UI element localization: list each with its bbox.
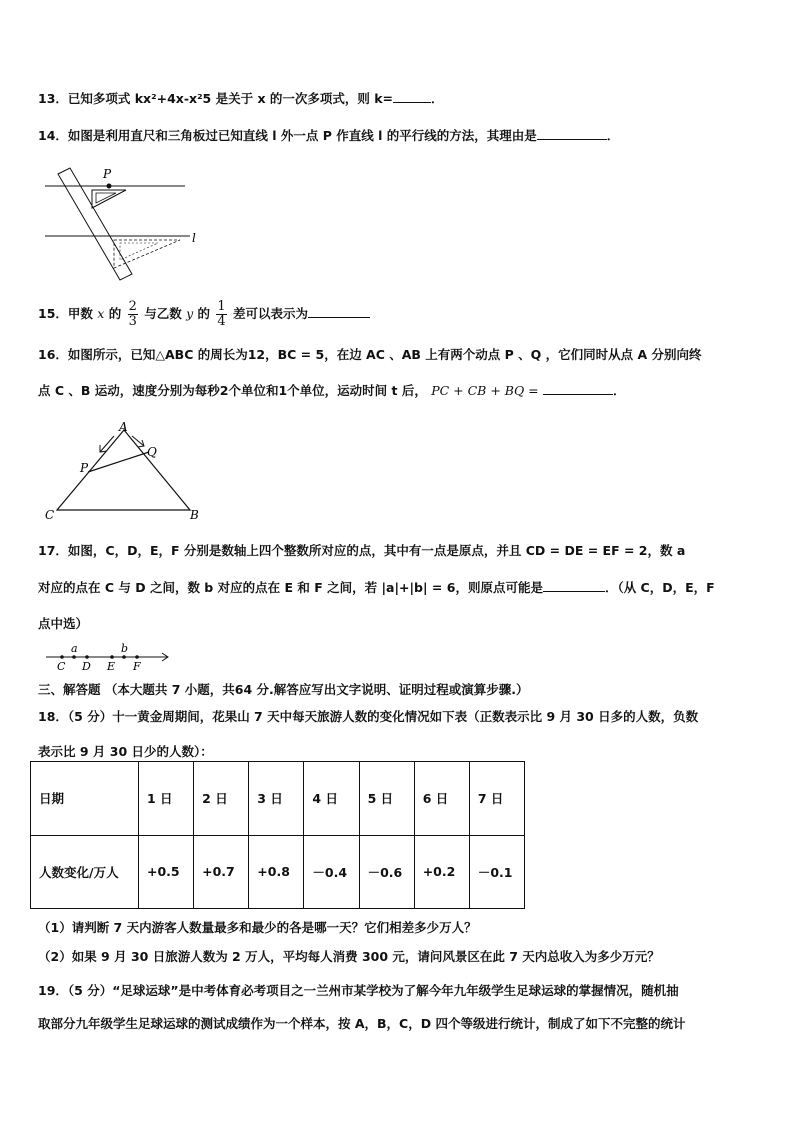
question-19-line-1: 19．（5 分）“足球运球”是中考体育必考项目之一兰州市某学校为了解今年九年级学生足球运球的掌握情况，随机抽 (38, 983, 679, 998)
question-15-part: 15．甲数 (38, 306, 93, 321)
table-cell: 1 日 (139, 762, 194, 836)
question-17-line-1: 17．如图，C，D，E，F 分别是数轴上四个整数所对应的点，其中有一点是原点，并且 CD = DE = EF = 2，数 a (38, 543, 686, 558)
point-c-label: C (57, 660, 66, 672)
table-cell: －0.1 (469, 835, 524, 909)
question-17-line-2 (38, 578, 715, 596)
table-cell: －0.4 (304, 835, 359, 909)
expression: PC + CB + BQ = (431, 383, 539, 398)
question-16-text: 点 C 、B 运动，速度分别为每秒2个单位和1个单位，运动时间 t 后， (38, 383, 427, 398)
line-l-label: l (192, 231, 196, 245)
point-p-label: P (80, 461, 89, 475)
variable-x: x (97, 306, 105, 321)
question-18-line-2: 表示比 9 月 30 日少的人数）： (38, 744, 213, 759)
vertex-b-label: B (190, 508, 199, 522)
table-cell: 2 日 (194, 762, 249, 836)
answer-blank (537, 127, 607, 140)
question-14-end: ． (606, 128, 620, 143)
fraction-two-thirds: $\frac{2}{3}$ (128, 299, 137, 329)
fraction-one-quarter: $\frac{1}{4}$ (217, 299, 226, 329)
question-15 (38, 300, 370, 329)
vertex-c-label: C (45, 508, 55, 522)
answer-blank (543, 382, 613, 395)
question-16-end: ． (613, 383, 626, 398)
table-cell: 3 日 (249, 762, 304, 836)
point-p-label: P (103, 167, 112, 181)
table-cell: 4 日 (304, 762, 359, 836)
table-header-row (31, 762, 525, 836)
table-row (31, 835, 525, 909)
table-cell: 5 日 (359, 762, 414, 836)
question-14-text: 14．如图是利用直尺和三角板过已知直线 l 外一点 P 作直线 l 的平行线的方法，其理由是 (38, 128, 537, 143)
question-15-part: 差可以表示为 (233, 306, 309, 321)
question-13 (38, 89, 444, 107)
variable-y: y (186, 306, 194, 321)
answer-blank (308, 305, 370, 318)
point-d-label: D (82, 660, 91, 672)
question-18-sub-1: （1）请判断 7 天内游客人数量最多和最少的各是哪一天？它们相差多少万人？ (38, 920, 477, 935)
table-cell: +0.5 (139, 835, 194, 909)
question-16-line-1: 16．如图所示，已知△ABC 的周长为12，BC = 5，在边 AC 、AB 上有两个动点 P 、Q ，它们同时从点 A 分别向终 (38, 347, 702, 362)
point-a-label: a (71, 642, 78, 655)
question-18-sub-2: （2）如果 9 月 30 日旅游人数为 2 万人，平均每人消费 300 元，请问风景区在此 7 天内总收入为多少万元？ (38, 949, 660, 964)
answer-blank (543, 579, 605, 592)
answer-blank (393, 90, 431, 103)
table-cell: 人数变化/万人 (31, 835, 139, 909)
table-cell: 7 日 (469, 762, 524, 836)
visitor-change-table (30, 761, 525, 909)
point-q-label: Q (147, 445, 157, 459)
point-e-label: E (107, 660, 116, 672)
point-f-label: F (133, 660, 141, 672)
question-17-text: ．（从 C，D，E，F (604, 580, 715, 595)
table-cell: 6 日 (414, 762, 469, 836)
question-17-text: 对应的点在 C 与 D 之间，数 b 对应的点在 E 和 F 之间，若 |a|+|b| = 6，则原点可能是 (38, 580, 543, 595)
table-cell: +0.8 (249, 835, 304, 909)
question-17-line-3: 点中选） (38, 616, 89, 631)
q16-triangle-figure (40, 420, 210, 522)
question-16-line-2 (38, 381, 626, 399)
table-cell: 日期 (31, 762, 139, 836)
table-cell: +0.2 (414, 835, 469, 909)
question-13-text: 13．已知多项式 kx²+4x-x²5 是关于 x 的一次多项式，则 k= (38, 91, 394, 106)
table-cell: +0.7 (194, 835, 249, 909)
question-18-line-1: 18．（5 分）十一黄金周期间，花果山 7 天中每天旅游人数的变化情况如下表（正数表示比 9 月 30 日多的人数，负数 (38, 709, 699, 724)
q14-ruler-triangle-figure (40, 162, 210, 288)
question-13-end: ． (431, 91, 444, 106)
question-15-part: 的 (108, 306, 122, 321)
q17-number-line-figure (40, 638, 180, 672)
vertex-a-label: A (119, 420, 128, 434)
question-15-part: 的 (197, 306, 211, 321)
section-3-heading: 三、解答题 （本大题共 7 小题，共64 分.解答应写出文字说明、证明过程或演算步骤.） (38, 682, 529, 697)
question-19-line-2: 取部分九年级学生足球运球的测试成绩作为一个样本，按 A，B，C，D 四个等级进行统计，制成了如下不完整的统计 (38, 1016, 686, 1031)
question-15-part: 与乙数 (144, 306, 182, 321)
point-b-label: b (121, 642, 129, 655)
table-cell: －0.6 (359, 835, 414, 909)
question-14 (38, 126, 619, 144)
